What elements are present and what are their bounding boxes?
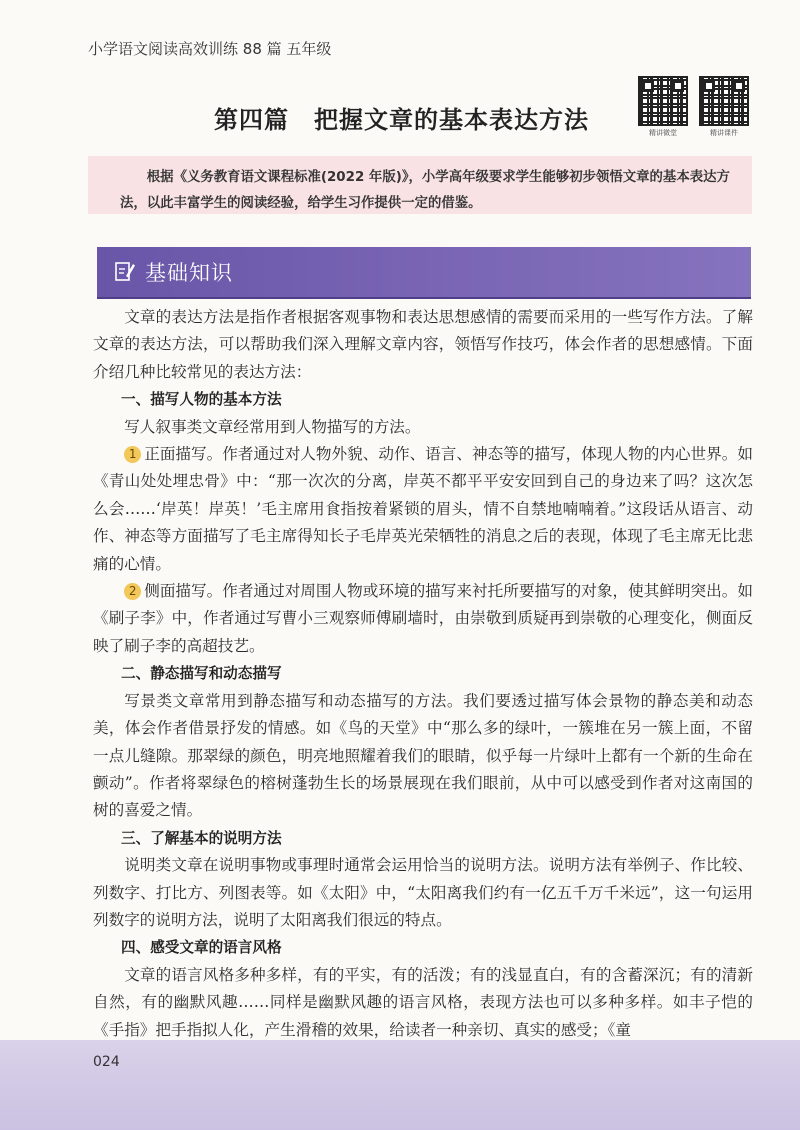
- pencil-note-icon: [115, 260, 135, 282]
- paragraph: 文章的表达方法是指作者根据客观事物和表达思想感情的需要而采用的一些写作方法。了解文章的表达方法，可以帮助我们深入理解文章内容，领悟写作技巧，体会作者的思想感情。下面介绍几种比较常见的表达方法：: [93, 308, 753, 381]
- paragraph: [93, 578, 753, 660]
- intro-text: 根据《义务教育语文课程标准(2022 年版)》，小学高年级要求学生能够初步领悟文章的基本表达方法，以此丰富学生的阅读经验，给学生习作提供一定的借鉴。: [120, 170, 730, 211]
- qr-code-icon: [638, 76, 688, 126]
- paragraph-text: 正面描写。作者通过对人物外貌、动作、语言、神态等的描写，体现人物的内心世界。如《青山处处埋忠骨》中：“那一次次的分离，岸英不都平平安安回到自己的身边来了吗？这次怎么会……‘岸英！岸英！’毛主席用食指按着紧锁的眉头，情不自禁地喃喃着。”这段话从语言、动作、神态等方面描写了毛主席得知长子毛岸英光荣牺牲的消息之后的表现，体现了毛主席无比悲痛的心情。: [93, 445, 753, 573]
- article-body: [93, 304, 753, 1044]
- section-header: [97, 247, 751, 299]
- qr-code-lecture[interactable]: [636, 76, 690, 138]
- number-badge: 1: [124, 446, 141, 463]
- footer-band: [0, 1040, 800, 1130]
- paragraph: 写人叙事类文章经常用到人物描写的方法。: [124, 417, 421, 436]
- subheading: 四、感受文章的语言风格: [121, 939, 282, 957]
- subheading: 三、了解基本的说明方法: [121, 829, 282, 847]
- paragraph-text: 侧面描写。作者通过对周围人物或环境的描写来衬托所要描写的对象，使其鲜明突出。如《刷子李》中，作者通过写曹小三观察师傅刷墙时，由崇敬到质疑再到崇敬的心理变化，侧面反映了刷子李的高超技艺。: [93, 582, 753, 655]
- chapter-title: 第四篇 把握文章的基本表达方法: [214, 105, 589, 134]
- section-title: 基础知识: [145, 261, 233, 285]
- paragraph: [93, 441, 753, 578]
- paragraph: 写景类文章常用到静态描写和动态描写的方法。我们要透过描写体会景物的静态美和动态美，体会作者借景抒发的情感。如《鸟的天堂》中“那么多的绿叶，一簇堆在另一簇上面，不留一点儿缝隙。那翠绿的颜色，明亮地照耀着我们的眼睛，似乎每一片绿叶上都有一个新的生命在颤动”。作者将翠绿色的榕树蓬勃生长的场景展现在我们眼前，从中可以感受到作者对这南国的树的喜爱之情。: [93, 691, 753, 820]
- intro-box: [88, 156, 752, 214]
- subheading: 一、描写人物的基本方法: [121, 391, 282, 409]
- qr-code-icon: [699, 76, 749, 126]
- page-number: 024: [93, 1054, 120, 1070]
- paragraph: 文章的语言风格多种多样，有的平实，有的活泼；有的浅显直白，有的含蓄深沉；有的清新自然，有的幽默风趣……同样是幽默风趣的语言风格，表现方法也可以多种多样。如丰子恺的《手指》把手指拟人化，产生滑稽的效果，给读者一种亲切、真实的感受；《童: [93, 965, 753, 1039]
- qr-label: 精讲微堂: [649, 129, 677, 137]
- qr-code-courseware[interactable]: [697, 76, 751, 138]
- book-header: 小学语文阅读高效训练 88 篇 五年级: [88, 40, 332, 58]
- number-badge: 2: [124, 583, 141, 600]
- qr-label: 精讲课件: [710, 129, 738, 137]
- subheading: 二、静态描写和动态描写: [121, 665, 282, 683]
- paragraph: 说明类文章在说明事物或事理时通常会运用恰当的说明方法。说明方法有举例子、作比较、列数字、打比方、列图表等。如《太阳》中，“太阳离我们约有一亿五千万千米远”，这一句运用列数字的说明方法，说明了太阳离我们很远的特点。: [93, 856, 753, 929]
